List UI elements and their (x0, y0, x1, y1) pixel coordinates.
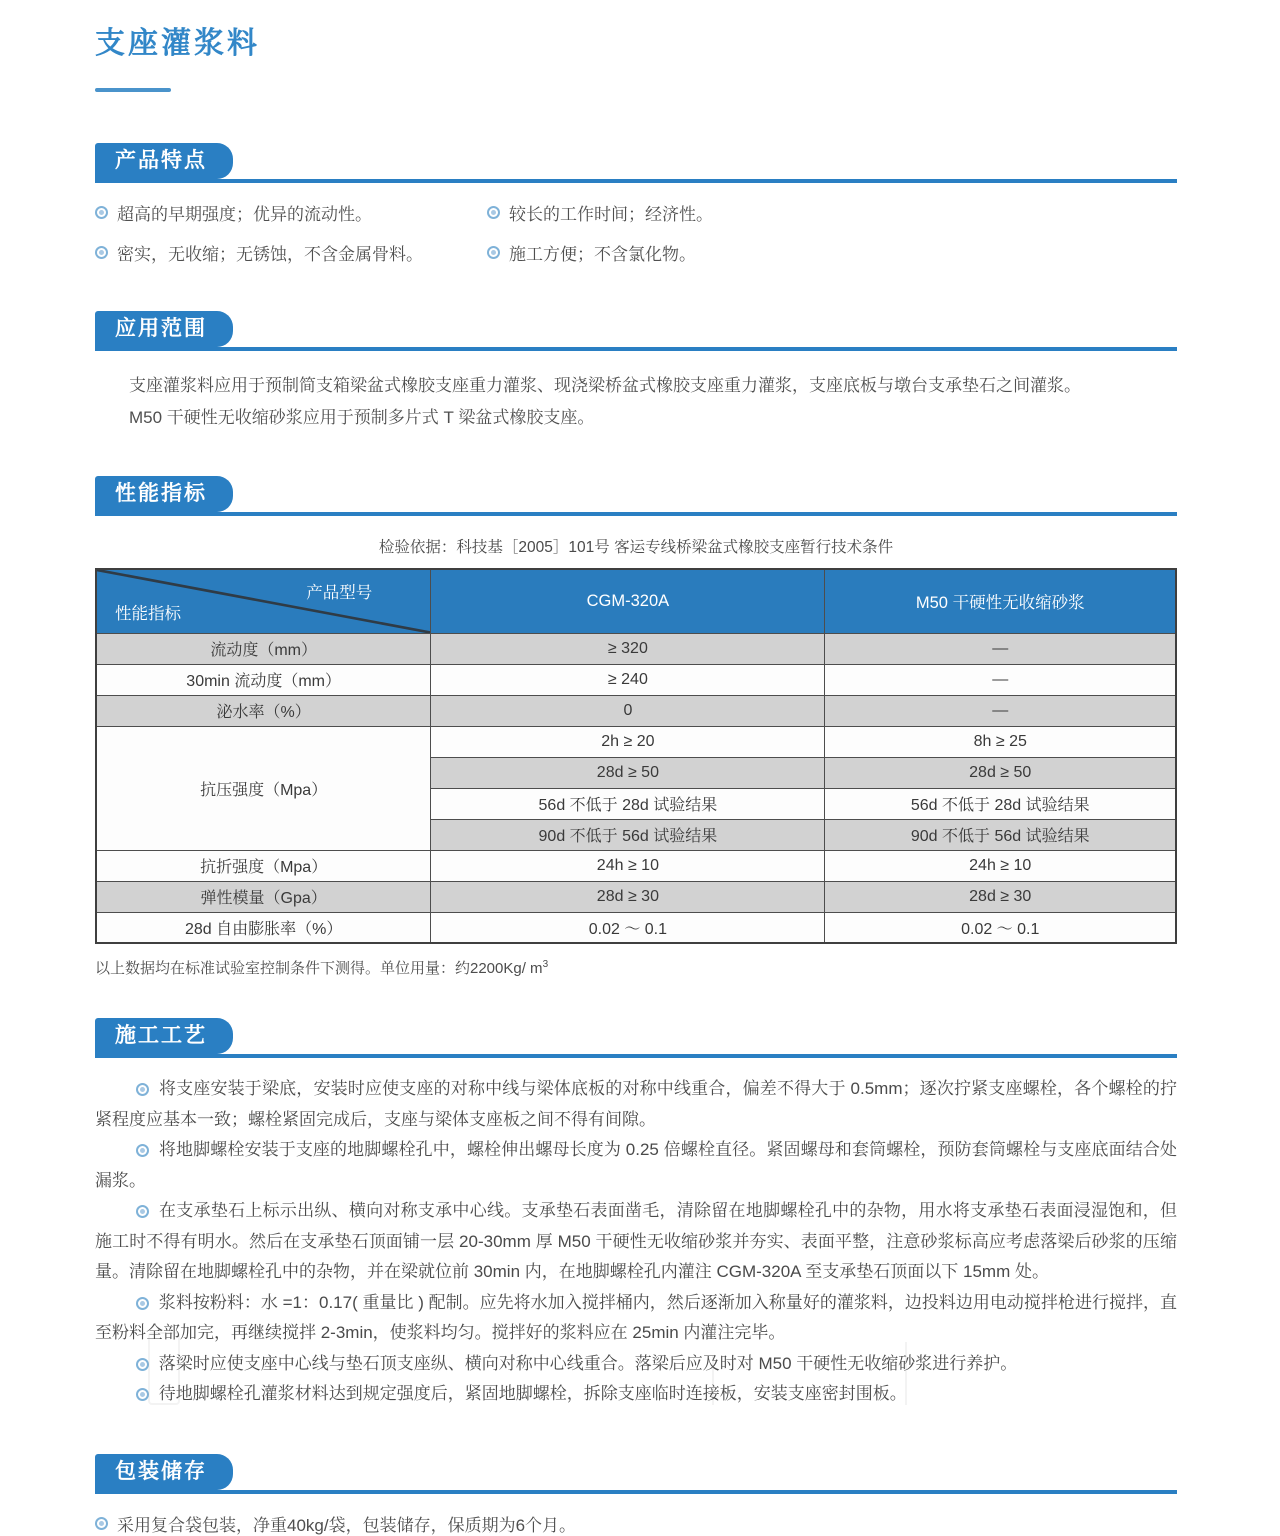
ring-bullet-icon (136, 1083, 149, 1096)
ring-bullet-icon (95, 206, 108, 219)
process-step-text: 将支座安装于梁底，安装时应使支座的对称中线与梁体底板的对称中线重合，偏差不得大于 0.5mm；逐次拧紧支座螺栓，各个螺栓的拧紧程度应基本一致；螺栓紧固完成后，支座与梁体支座板之间不得有间隙。 (95, 1079, 1177, 1129)
ring-bullet-icon (136, 1297, 149, 1310)
performance-table (95, 568, 1177, 944)
cgm-value: 90d 不低于 56d 试验结果 (431, 819, 825, 850)
ring-bullet-icon (95, 246, 108, 259)
page-title: 支座灌浆料 (95, 27, 260, 60)
table-note-superscript: 3 (542, 959, 549, 970)
performance-header-rule (95, 476, 1177, 516)
ring-bullet-icon (95, 1517, 108, 1530)
table-row (96, 912, 1176, 943)
application-paragraph: 支座灌浆料应用于预制简支箱梁盆式橡胶支座重力灌浆、现浇梁桥盆式橡胶支座重力灌浆，支座底板与墩台支承垫石之间灌浆。 (129, 376, 1081, 395)
cgm-value: 2h ≥ 20 (431, 726, 825, 757)
table-note (95, 957, 1177, 978)
m50-value: 28d ≥ 30 (825, 881, 1176, 912)
feature-text: 密实，无收缩；无锈蚀，不含金属骨料。 (117, 245, 423, 264)
process-heading-badge: 施工工艺 (95, 1018, 233, 1054)
corner-label-product-model: 产品型号 (306, 584, 373, 602)
scan-artifact (148, 1332, 180, 1405)
packaging-text-row (95, 1511, 1177, 1536)
section-performance (95, 476, 1177, 978)
corner-label-performance-index: 性能指标 (115, 604, 181, 623)
process-steps (95, 1074, 1177, 1410)
row-label: 30min 流动度（mm） (96, 664, 431, 695)
ring-bullet-icon (136, 1388, 149, 1401)
m50-value: — (825, 633, 1176, 664)
feature-item (95, 200, 487, 225)
table-row (96, 695, 1176, 726)
diagonal-corner-cell (96, 569, 431, 633)
m50-value: — (825, 664, 1176, 695)
process-step (95, 1288, 1177, 1349)
row-label: 泌水率（%） (96, 695, 431, 726)
m50-value: 8h ≥ 25 (825, 726, 1176, 757)
scan-artifact (712, 1356, 714, 1405)
cgm-value: 28d ≥ 50 (431, 757, 825, 788)
m50-value: — (825, 695, 1176, 726)
row-label: 抗折强度（Mpa） (96, 850, 431, 881)
application-text (95, 370, 1177, 434)
column-header-cgm: CGM-320A (431, 569, 825, 633)
feature-item (487, 200, 1177, 225)
cgm-value: ≥ 240 (431, 664, 825, 695)
m50-value: 28d ≥ 50 (825, 757, 1176, 788)
features-header-rule (95, 143, 1177, 183)
table-row (96, 726, 1176, 757)
feature-text: 较长的工作时间；经济性。 (509, 205, 713, 224)
ring-bullet-icon (136, 1205, 149, 1218)
m50-value: 90d 不低于 56d 试验结果 (825, 819, 1176, 850)
process-step-text: 待地脚螺栓孔灌浆材料达到规定强度后，紧固地脚螺栓，拆除支座临时连接板，安装支座密封围板。 (158, 1384, 907, 1403)
title-underline (95, 88, 171, 92)
process-step (95, 1349, 1177, 1380)
table-header-row (96, 569, 1176, 633)
feature-text: 超高的早期强度；优异的流动性。 (117, 205, 372, 224)
feature-item (95, 240, 487, 265)
process-step (95, 1074, 1177, 1135)
table-note-text: 以上数据均在标准试验室控制条件下测得。单位用量：约2200Kg/ m (95, 960, 543, 977)
feature-item (487, 240, 1177, 265)
table-row (96, 633, 1176, 664)
cgm-value: 0 (431, 695, 825, 726)
feature-text: 施工方便；不含氯化物。 (509, 245, 696, 264)
features-heading-badge: 产品特点 (95, 143, 233, 179)
cgm-value: 24h ≥ 10 (431, 850, 825, 881)
row-label: 28d 自由膨胀率（%） (96, 912, 431, 943)
ring-bullet-icon (136, 1358, 149, 1371)
table-row (96, 850, 1176, 881)
process-step (95, 1196, 1177, 1288)
application-heading-badge: 应用范围 (95, 311, 233, 347)
section-process (95, 1018, 1177, 1410)
packaging-header-rule (95, 1454, 1177, 1494)
scan-artifact (905, 1342, 907, 1405)
packaging-text: 采用复合袋包装，净重40kg/袋，包装储存，保质期为6个月。 (117, 1515, 577, 1535)
table-row (96, 881, 1176, 912)
section-features (95, 143, 1177, 265)
performance-heading-badge: 性能指标 (95, 476, 233, 512)
compressive-strength-label: 抗压强度（Mpa） (96, 726, 431, 850)
ring-bullet-icon (487, 206, 500, 219)
row-label: 弹性模量（Gpa） (96, 881, 431, 912)
process-step (95, 1135, 1177, 1196)
packaging-heading-badge: 包装储存 (95, 1454, 233, 1490)
m50-value: 0.02 ～ 0.1 (825, 912, 1176, 943)
process-header-rule (95, 1018, 1177, 1058)
column-header-m50: M50 干硬性无收缩砂浆 (825, 569, 1176, 633)
application-paragraph: M50 干硬性无收缩砂浆应用于预制多片式 T 梁盆式橡胶支座。 (129, 408, 595, 427)
application-header-rule (95, 311, 1177, 351)
section-application (95, 311, 1177, 434)
cgm-value: 56d 不低于 28d 试验结果 (431, 788, 825, 819)
table-row (96, 664, 1176, 695)
process-step-text: 浆料按粉料：水 =1：0.17( 重量比 ) 配制。应先将水加入搅拌桶内，然后逐渐加入称量好的灌浆料，边投料边用电动搅拌枪进行搅拌，直至粉料全部加完，再继续搅拌 2-3min，使浆料均匀。搅拌好的浆料应在 25min 内灌注完毕。 (95, 1292, 1177, 1342)
section-packaging (95, 1454, 1177, 1536)
features-list (95, 200, 1177, 265)
m50-value: 24h ≥ 10 (825, 850, 1176, 881)
cgm-value: ≥ 320 (431, 633, 825, 664)
cgm-value: 28d ≥ 30 (431, 881, 825, 912)
process-step-text: 将地脚螺栓安装于支座的地脚螺栓孔中，螺栓伸出螺母长度为 0.25 倍螺栓直径。紧固螺母和套筒螺栓，预防套筒螺栓与支座底面结合处漏浆。 (95, 1140, 1177, 1190)
process-step-text: 在支承垫石上标示出纵、横向对称支承中心线。支承垫石表面凿毛，清除留在地脚螺栓孔中的杂物，用水将支承垫石表面浸湿饱和，但施工时不得有明水。然后在支承垫石顶面铺一层 20-30mm 厚 M50 干硬性无收缩砂浆并夯实、表面平整，注意砂浆标高应考虑落梁后砂浆的压缩量。清除留在地脚螺栓孔中的杂物，并在梁就位前 30min 内，在地脚螺栓孔内灌注 CGM-320A 至支承垫石顶面以下 15mm 处。 (95, 1201, 1177, 1281)
ring-bullet-icon (136, 1144, 149, 1157)
process-step-text: 落梁时应使支座中心线与垫石顶支座纵、横向对称中心线重合。落梁后应及时对 M50 干硬性无收缩砂浆进行养护。 (158, 1353, 1018, 1373)
m50-value: 56d 不低于 28d 试验结果 (825, 788, 1176, 819)
row-label: 流动度（mm） (96, 633, 431, 664)
ring-bullet-icon (487, 246, 500, 259)
cgm-value: 0.02 ～ 0.1 (431, 912, 825, 943)
inspection-basis: 检验依据：科技基［2005］101号 客运专线桥梁盆式橡胶支座暂行技术条件 (378, 539, 894, 556)
